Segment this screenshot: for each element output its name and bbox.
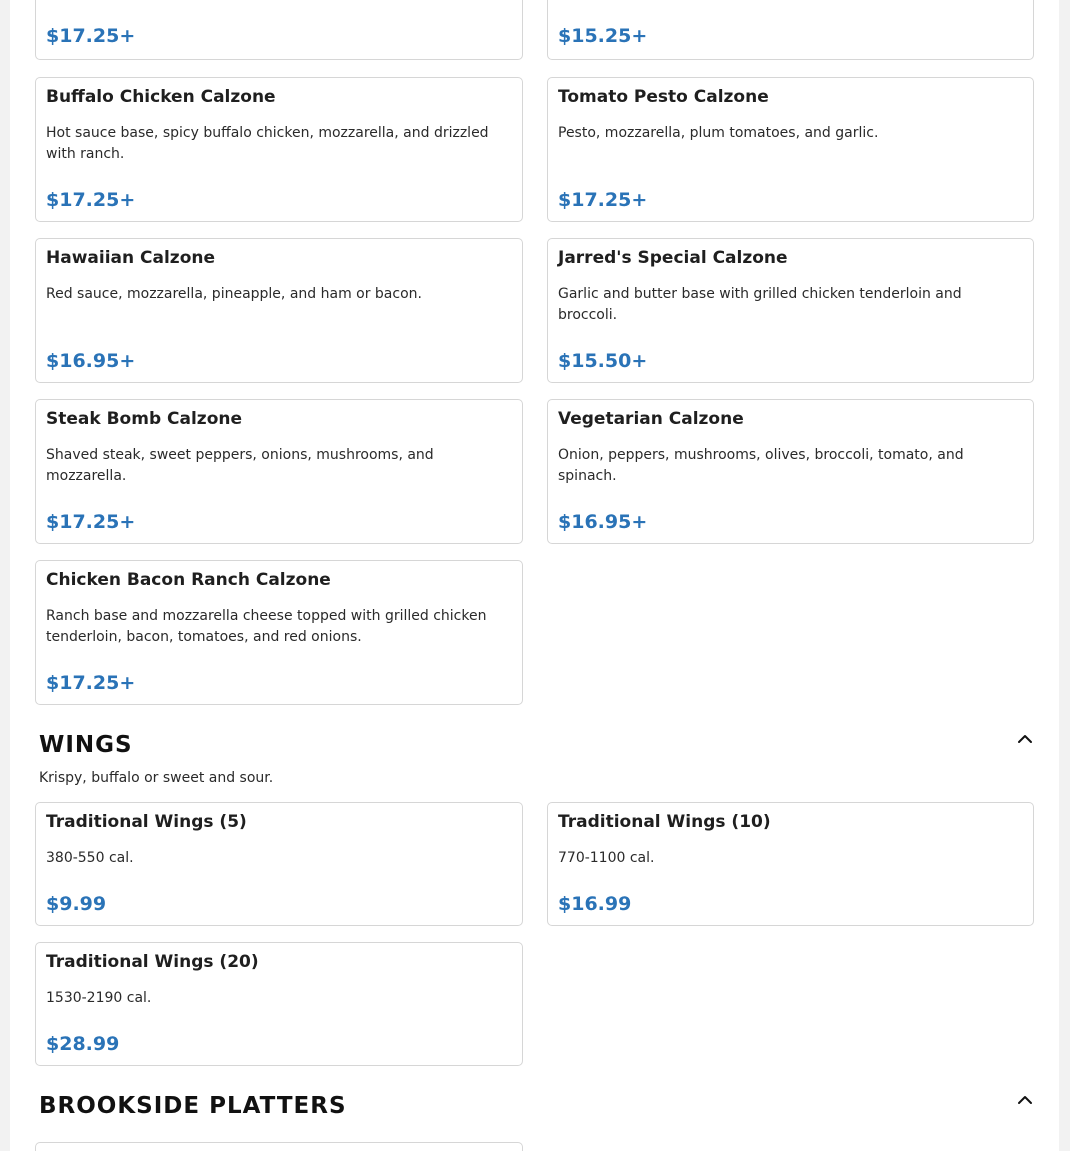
item-price: $17.25+ [558, 189, 648, 211]
menu-item-card[interactable] [35, 1142, 523, 1151]
item-description: Pesto, mozzarella, plum tomatoes, and garlic. [558, 125, 879, 141]
item-name: Traditional Wings (5) [46, 812, 247, 832]
item-name: Traditional Wings (20) [46, 952, 259, 972]
item-name: Hawaiian Calzone [46, 248, 216, 268]
menu-item-card[interactable] [547, 802, 1034, 926]
item-name: Buffalo Chicken Calzone [46, 87, 276, 107]
menu-page [10, 0, 1059, 1151]
menu-item-card[interactable] [35, 238, 523, 383]
item-price: $16.95+ [558, 511, 648, 533]
menu-item-card[interactable] [547, 399, 1034, 544]
section-title-platters: BROOKSIDE PLATTERS [39, 1093, 347, 1119]
menu-item-card[interactable] [547, 0, 1034, 60]
item-name: Vegetarian Calzone [558, 409, 744, 429]
menu-item-card[interactable] [547, 238, 1034, 383]
menu-item-card[interactable] [35, 560, 523, 705]
section-title-wings: WINGS [39, 732, 133, 758]
item-description: Onion, peppers, mushrooms, olives, broccoli, tomato, and spinach. [558, 447, 964, 484]
item-description: Red sauce, mozzarella, pineapple, and ham or bacon. [46, 286, 422, 302]
item-description: 380-550 cal. [46, 850, 134, 866]
item-name: Traditional Wings (10) [558, 812, 771, 832]
section-subtitle-wings: Krispy, buffalo or sweet and sour. [39, 770, 274, 786]
item-description: 1530-2190 cal. [46, 990, 152, 1006]
chevron-up-icon[interactable] [1015, 729, 1035, 749]
menu-item-card[interactable] [547, 77, 1034, 222]
menu-item-card[interactable] [35, 802, 523, 926]
menu-item-card[interactable] [35, 942, 523, 1066]
chevron-up-icon[interactable] [1015, 1090, 1035, 1110]
item-description: Shaved steak, sweet peppers, onions, mushrooms, and mozzarella. [46, 447, 434, 484]
item-name: Tomato Pesto Calzone [558, 87, 769, 107]
item-price: $9.99 [46, 893, 107, 915]
item-description: Garlic and butter base with grilled chicken tenderloin and broccoli. [558, 286, 962, 323]
item-price: $15.50+ [558, 350, 648, 372]
item-description: Hot sauce base, spicy buffalo chicken, mozzarella, and drizzled with ranch. [46, 125, 489, 162]
menu-item-card[interactable] [35, 399, 523, 544]
item-price: $17.25+ [46, 672, 136, 694]
menu-item-card[interactable] [35, 77, 523, 222]
menu-item-card[interactable] [35, 0, 523, 60]
item-description: Ranch base and mozzarella cheese topped with grilled chicken tenderloin, bacon, tomatoes, and red onions. [46, 608, 487, 645]
item-name: Steak Bomb Calzone [46, 409, 243, 429]
item-name: Jarred's Special Calzone [558, 248, 788, 268]
item-price: $17.25+ [46, 189, 136, 211]
item-price: $16.95+ [46, 350, 136, 372]
item-price: $15.25+ [558, 25, 648, 47]
item-price: $17.25+ [46, 25, 136, 47]
item-price: $16.99 [558, 893, 632, 915]
item-price: $28.99 [46, 1033, 120, 1055]
item-description: 770-1100 cal. [558, 850, 655, 866]
item-price: $17.25+ [46, 511, 136, 533]
item-name: Chicken Bacon Ranch Calzone [46, 570, 331, 590]
